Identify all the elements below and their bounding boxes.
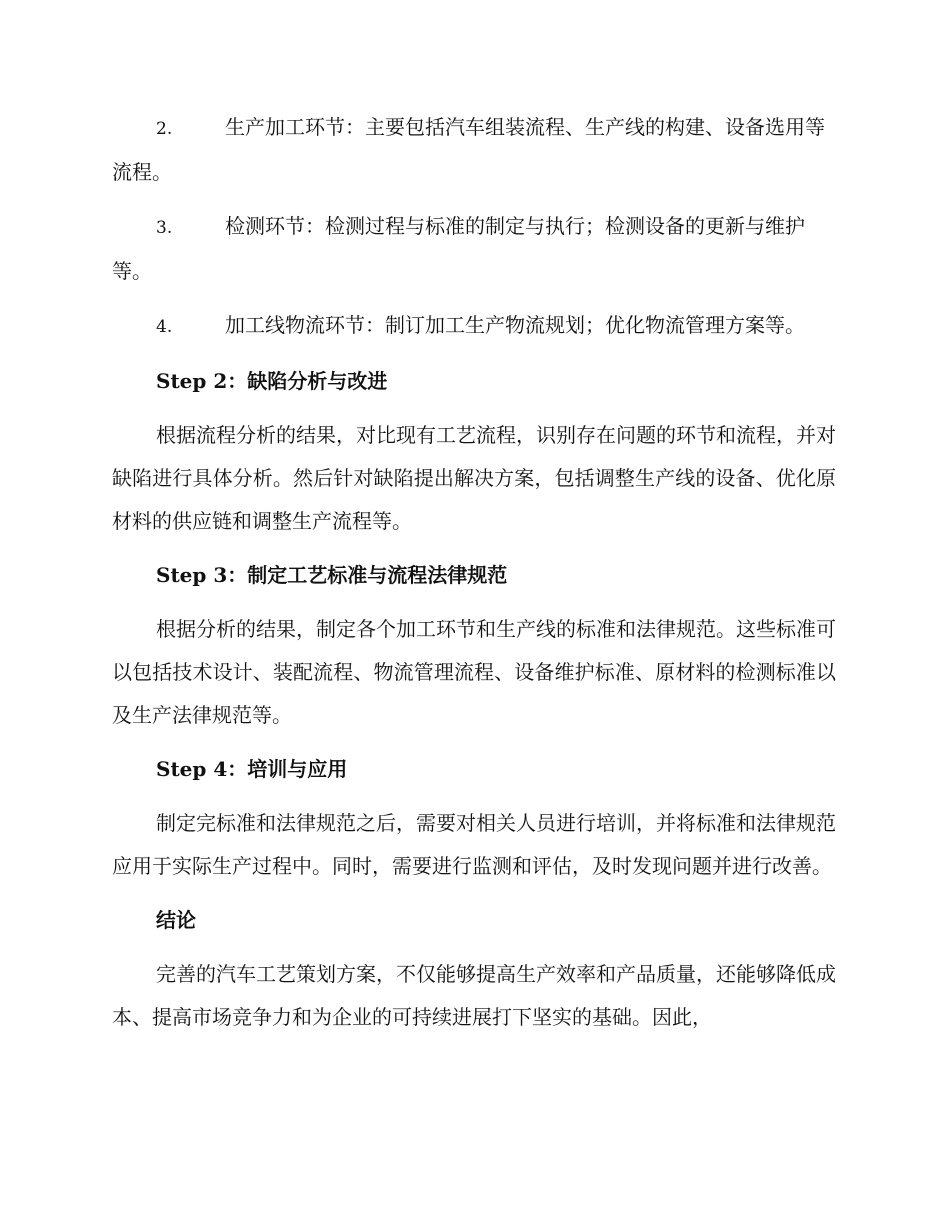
list-item-text: 检测环节：检测过程与标准的制定与执行；检测设备的更新与维护等。 (112, 214, 805, 283)
section-body-step-3: 根据分析的结果，制定各个加工环节和生产线的标准和法律规范。这些标准可以包括技术设计、装配流程、物流管理流程、设备维护标准、原材料的检测标准以及生产法律规范等。 (112, 617, 836, 727)
section-body-conclusion: 完善的汽车工艺策划方案，不仅能够提高生产效率和产品质量，还能够降低成本、提高市场竞争力和为企业的可持续进展打下坚实的基础。因此， (112, 962, 836, 1029)
section-heading-step-2: Step 2：缺陷分析与改进 (156, 369, 388, 393)
section-heading-step-4: Step 4：培训与应用 (156, 757, 348, 781)
list-item-3 (112, 205, 836, 293)
list-item-number: 2. (156, 119, 173, 139)
list-item-4 (112, 304, 836, 349)
list-item-text: 加工线物流环节：制订加工生产物流规划；优化物流管理方案等。 (225, 313, 805, 337)
section-heading-conclusion: 结论 (156, 908, 196, 932)
list-item-number: 3. (156, 218, 173, 238)
list-item-2 (112, 106, 836, 194)
section-body-step-4: 制定完标准和法律规范之后，需要对相关人员进行培训，并将标准和法律规范应用于实际生产过程中。同时，需要进行监测和评估，及时发现问题并进行改善。 (112, 811, 836, 878)
document-content (112, 106, 836, 1050)
section-body-step-2: 根据流程分析的结果，对比现有工艺流程，识别存在问题的环节和流程，并对缺陷进行具体分析。然后针对缺陷提出解决方案，包括调整生产线的设备、优化原材料的供应链和调整生产流程等。 (112, 423, 836, 533)
list-item-text: 生产加工环节：主要包括汽车组装流程、生产线的构建、设备选用等流程。 (112, 115, 825, 184)
section-heading-step-3: Step 3：制定工艺标准与流程法律规范 (156, 563, 508, 587)
list-item-number: 4. (156, 317, 173, 337)
